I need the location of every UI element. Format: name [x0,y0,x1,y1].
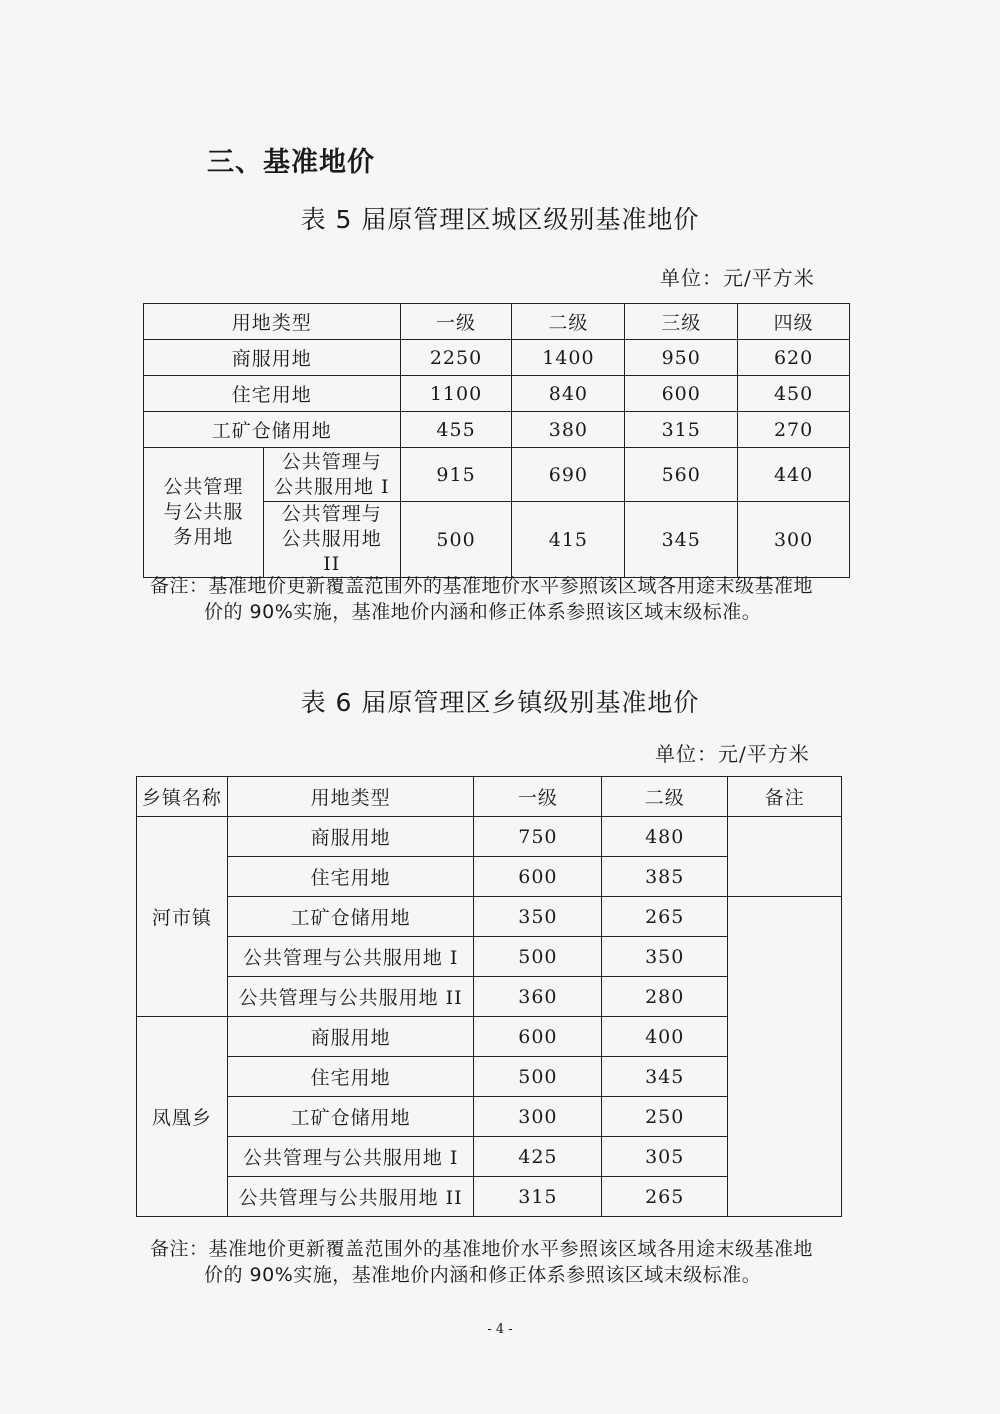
table5-header-cell: 一级 [400,304,512,340]
land-use-label: 住宅用地 [227,857,474,897]
price-cell: 315 [625,412,738,448]
note-line: 价的 90%实施，基准地价内涵和修正体系参照该区域末级标准。 [204,601,762,623]
land-use-label: 住宅用地 [144,376,401,412]
land-use-label: 公共管理与公共服用地 II [227,977,474,1017]
table6 [136,776,842,1217]
land-use-label: 住宅用地 [227,1057,474,1097]
remark-cell [728,897,842,1217]
remark-cell [728,817,842,897]
price-cell: 350 [602,937,728,977]
note-line: 备注：基准地价更新覆盖范围外的基准地价水平参照该区域各用途末级基准地 [150,1238,814,1260]
land-use-label: 商服用地 [144,340,401,376]
price-cell: 600 [625,376,738,412]
price-cell: 950 [625,340,738,376]
table5-unit: 单位：元/平方米 [660,266,815,290]
price-cell: 280 [602,977,728,1017]
note-line: 备注：基准地价更新覆盖范围外的基准地价水平参照该区域各用途末级基准地 [150,575,814,597]
table5-note [150,573,840,625]
note-line: 价的 90%实施，基准地价内涵和修正体系参照该区域末级标准。 [204,1264,762,1286]
price-cell: 300 [738,502,850,578]
land-use-label: 公共管理与公共服用地 I [227,937,474,977]
price-cell: 305 [602,1137,728,1177]
price-cell: 600 [474,1017,602,1057]
price-cell: 345 [602,1057,728,1097]
table6-header-row [137,777,842,817]
table6-header-cell: 二级 [602,777,728,817]
price-cell: 425 [474,1137,602,1177]
price-cell: 380 [512,412,625,448]
price-cell: 500 [474,937,602,977]
table5-header-row [144,304,850,340]
price-cell: 265 [602,897,728,937]
table6-header-cell: 乡镇名称 [137,777,228,817]
table5-header-cell: 二级 [512,304,625,340]
land-use-label: 工矿仓储用地 [144,412,401,448]
price-cell: 455 [400,412,512,448]
table5-header-cell: 四级 [738,304,850,340]
table5 [143,303,850,578]
land-use-label: 工矿仓储用地 [227,1097,474,1137]
price-cell: 300 [474,1097,602,1137]
table-row [144,340,850,376]
price-cell: 360 [474,977,602,1017]
price-cell: 500 [474,1057,602,1097]
price-cell: 480 [602,817,728,857]
land-use-label: 商服用地 [227,817,474,857]
price-cell: 270 [738,412,850,448]
price-cell: 620 [738,340,850,376]
town-name: 凤凰乡 [137,1017,228,1217]
price-cell: 385 [602,857,728,897]
table6-note [150,1236,840,1288]
page-number: - 4 - [487,1322,513,1337]
table-row [137,817,842,857]
price-cell: 400 [602,1017,728,1057]
price-cell: 1400 [512,340,625,376]
land-use-label: 公共管理与公共服用地 II [227,1177,474,1217]
price-cell: 750 [474,817,602,857]
price-cell: 600 [474,857,602,897]
price-cell: 2250 [400,340,512,376]
price-cell: 415 [512,502,625,578]
price-cell: 840 [512,376,625,412]
table-row [144,412,850,448]
price-cell: 560 [625,448,738,502]
land-use-label: 公共管理与公共服用地 I [263,448,400,502]
land-use-label: 公共管理与公共服用地 I [227,1137,474,1177]
table6-header-cell: 用地类型 [227,777,474,817]
table6-header-cell: 备注 [728,777,842,817]
town-name: 河市镇 [137,817,228,1017]
table-row [144,448,850,502]
table5-header-cell: 三级 [625,304,738,340]
land-use-label: 工矿仓储用地 [227,897,474,937]
table-row [137,897,842,937]
table5-title: 表 5 届原管理区城区级别基准地价 [300,205,700,234]
price-cell: 350 [474,897,602,937]
land-use-label: 公共管理与公共服用地 II [263,502,400,578]
land-use-label: 商服用地 [227,1017,474,1057]
price-cell: 690 [512,448,625,502]
price-cell: 1100 [400,376,512,412]
table6-unit: 单位：元/平方米 [655,742,810,766]
price-cell: 345 [625,502,738,578]
price-cell: 915 [400,448,512,502]
price-cell: 250 [602,1097,728,1137]
section-heading: 三、基准地价 [207,147,375,178]
table6-title: 表 6 届原管理区乡镇级别基准地价 [300,688,700,717]
table5-header-cell: 用地类型 [144,304,401,340]
price-cell: 500 [400,502,512,578]
group-label: 公共管理与公共服务用地 [144,448,264,578]
price-cell: 440 [738,448,850,502]
table6-header-cell: 一级 [474,777,602,817]
price-cell: 315 [474,1177,602,1217]
price-cell: 450 [738,376,850,412]
table-row [144,376,850,412]
price-cell: 265 [602,1177,728,1217]
